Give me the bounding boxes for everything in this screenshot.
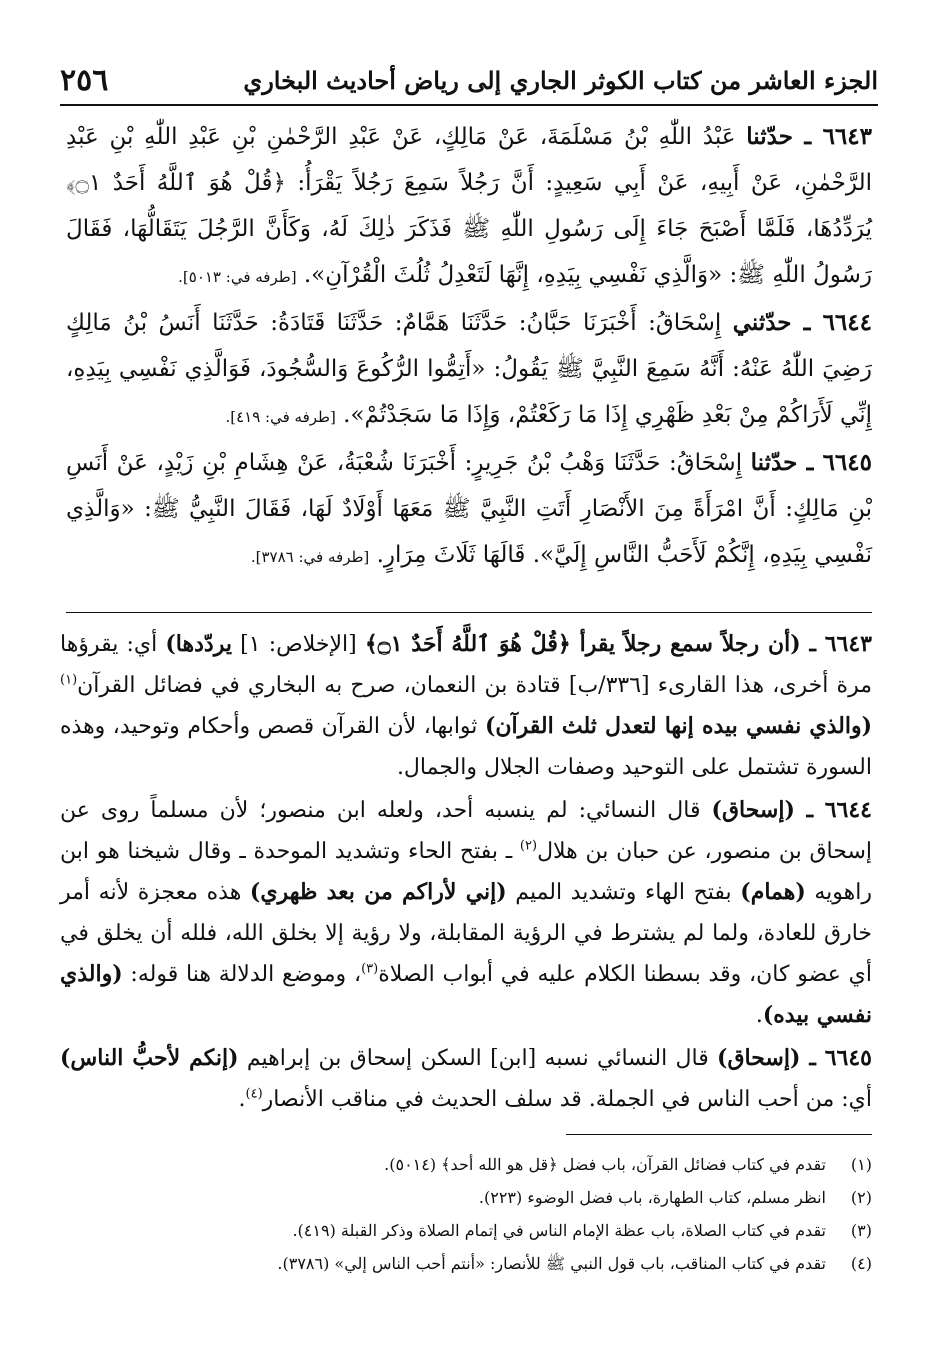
commentary-6643 xyxy=(60,624,872,788)
footnote-marker: (٢) xyxy=(519,838,538,854)
footnote-item xyxy=(60,1148,872,1181)
hadith-body: إِسْحَاقُ: أَخْبَرَنَا حَبَّانُ: حَدَّثَنَا هَمَّامٌ: حَدَّثَنَا قَتَادَةُ: حَدَّثَنَا أَنَسُ بْنُ مَالِكٍ رَضِيَ اللّٰهُ عَنْهُ: أَنَّهُ سَمِعَ النَّبِيَّ ﷺ يَقُولُ: «أَتِمُّوا الرُّكُوعَ وَالسُّجُودَ، فَوَالَّذِي نَفْسِي بِيَدِهِ، إِنِّي لَأَرَاكُمْ مِنْ بَعْدِ ظَهْرِي إِذَا مَا رَكَعْتُمْ، وَإِذَا مَا سَجَدْتُمْ». xyxy=(66,310,872,428)
commentary-6645 xyxy=(60,1038,872,1120)
commentary-bold-text: يردّدها) xyxy=(165,631,232,657)
footnote-number: (١) xyxy=(850,1155,872,1174)
section-divider xyxy=(66,612,872,613)
footnote-marker: (٣) xyxy=(361,961,379,977)
footnote-number: (٣) xyxy=(850,1221,872,1240)
page-number: ٢٥٦ xyxy=(60,62,109,98)
footnote-text: انظر مسلم، كتاب الطهارة، باب فضل الوضوء (٢٢٣). xyxy=(478,1188,826,1207)
footnote-item xyxy=(60,1181,872,1214)
hadith-cross-reference: [طرفه في: ٤١٩]. xyxy=(225,408,336,426)
commentary-text: قال النسائي: لم ينسبه أحد، ولعله ابن منصور؛ لأن مسلماً روى عن إسحاق بن منصور، عن حبان بن هلال xyxy=(60,798,872,864)
commentary-bold-text: (إني لأراكم من بعد ظهري) xyxy=(249,879,507,905)
footnote-number: (٤) xyxy=(850,1254,872,1273)
commentary-bold-text: (إنكم لأحبُّ الناس) xyxy=(60,1045,239,1071)
hadith-number: ٦٦٤٣ ـ حدّثنا xyxy=(746,123,872,150)
commentary-block xyxy=(60,624,872,1122)
commentary-heading: ٦٦٤٥ ـ (إسحاق) xyxy=(717,1045,872,1071)
commentary-bold-text: (والذي نفسي بيده إنها لتعدل ثلث القرآن) xyxy=(484,713,872,739)
footnote-marker: (١) xyxy=(60,672,78,688)
running-title: الجزء العاشر من كتاب الكوثر الجاري إلى رياض أحاديث البخاري xyxy=(243,65,878,95)
commentary-text: أي: يقرؤها مرة أخرى، هذا القارىء [٣٣٦/ب] قتادة بن النعمان، صرح به البخاري في فضائل القرآن xyxy=(60,632,872,698)
commentary-text: . xyxy=(755,1003,763,1028)
hadith-number: ٦٦٤٥ ـ حدّثنا xyxy=(750,449,872,476)
footnote-text: تقدم في كتاب فضائل القرآن، باب فضل ﴿قل هو الله أحد﴾ (٥٠١٤). xyxy=(384,1155,826,1174)
footnote-text: تقدم في كتاب الصلاة، باب عظة الإمام الناس في إتمام الصلاة وذكر القبلة (٤١٩). xyxy=(292,1221,826,1240)
footnote-number: (٢) xyxy=(850,1188,872,1207)
footnote-marker: (٤) xyxy=(245,1086,263,1102)
hadith-cross-reference: [طرفه في: ٣٧٨٦]. xyxy=(250,548,370,566)
hadith-body: عَبْدُ اللّٰهِ بْنُ مَسْلَمَةَ، عَنْ مَالِكٍ، عَنْ عَبْدِ الرَّحْمٰنِ بْنِ عَبْدِ اللّٰهِ بْنِ عَبْدِ الرَّحْمٰنِ، عَنْ أَبِيهِ، عَنْ أَبِي سَعِيدٍ: أَنَّ رَجُلاً سَمِعَ رَجُلاً يَقْرَأُ: ﴿قُلْ هُوَ ٱللَّهُ أَحَدٌ ۝١﴾ يُرَدِّدُهَا، فَلَمَّا أَصْبَحَ جَاءَ إِلَى رَسُولِ اللّٰهِ ﷺ فَذَكَرَ ذٰلِكَ لَهُ، وَكَأَنَّ الرَّجُلَ يَتَقَالُّهَا، فَقَالَ رَسُولُ اللّٰهِ ﷺ: «وَالَّذِي نَفْسِي بِيَدِهِ، إِنَّهَا لَتَعْدِلُ ثُلُثَ الْقُرْآنِ». xyxy=(66,124,872,288)
commentary-heading: ٦٦٤٣ ـ (أن رجلاً سمع رجلاً يقرأ ﴿قُلْ هُوَ ٱللَّهُ أَحَدٌ ۝١﴾ xyxy=(364,631,872,657)
commentary-bold-text: (والذي نفسي بيده) xyxy=(60,961,872,1028)
hadith-6645 xyxy=(66,440,872,580)
hadith-cross-reference: [طرفه في: ٥٠١٣]. xyxy=(178,268,297,286)
commentary-bold-text: (همام) xyxy=(740,879,806,905)
footnote-divider xyxy=(566,1134,872,1135)
commentary-text: ، وموضع الدلالة هنا قوله: xyxy=(122,962,362,987)
commentary-text: [الإخلاص: ١] xyxy=(231,632,365,657)
commentary-text: هذه معجزة لأنه أمر خارق للعادة، ولما لم يشترط في الرؤية المقابلة، ولا رؤية إلا بخلق الله، فلله أن يخلق في أي عضو كان، وقد بسطنا الكلام عليه في أبواب الصلاة xyxy=(60,880,872,987)
commentary-text: ـ بفتح الحاء وتشديد الموحدة ـ وقال شيخنا هو ابن راهويه xyxy=(60,839,873,905)
footnotes xyxy=(60,1148,872,1280)
page-header xyxy=(60,56,878,106)
hadith-text-block xyxy=(66,114,872,580)
footnote-item xyxy=(60,1247,872,1280)
commentary-text: أي: من أحب الناس في الجملة. قد سلف الحديث في مناقب الأنصار xyxy=(262,1087,872,1112)
commentary-6644 xyxy=(60,790,872,1036)
hadith-number: ٦٦٤٤ ـ حدّثني xyxy=(732,309,872,336)
commentary-text: ثوابها، لأن القرآن قصص وأحكام وتوحيد، وهذه السورة تشتمل على التوحيد وصفات الجلال والجمال. xyxy=(60,714,872,780)
commentary-text: . xyxy=(238,1087,246,1112)
commentary-text: قال النسائي نسبه [ابن] السكن إسحاق بن إبراهيم xyxy=(238,1046,718,1071)
commentary-heading: ٦٦٤٤ ـ (إسحاق) xyxy=(711,797,872,823)
footnote-text: تقدم في كتاب المناقب، باب قول النبي ﷺ للأنصار: «أنتم أحب الناس إلي» (٣٧٨٦). xyxy=(277,1254,826,1273)
hadith-body: إِسْحَاقُ: حَدَّثَنَا وَهْبُ بْنُ جَرِيرٍ: أَخْبَرَنَا شُعْبَةُ، عَنْ هِشَامِ بْنِ زَيْدٍ، عَنْ أَنَسِ بْنِ مَالِكٍ: أَنَّ امْرَأَةً مِنَ الأَنْصَارِ أَتَتِ النَّبِيَّ ﷺ مَعَهَا أَوْلَادٌ لَهَا، فَقَالَ النَّبِيُّ ﷺ: «وَالَّذِي نَفْسِي بِيَدِهِ، إِنَّكُمْ لَأَحَبُّ النَّاسِ إِلَيَّ». قَالَهَا ثَلَاثَ مِرَارٍ. xyxy=(66,450,872,568)
footnote-item xyxy=(60,1214,872,1247)
commentary-text: بفتح الهاء وتشديد الميم xyxy=(506,880,741,905)
hadith-6644 xyxy=(66,300,872,440)
hadith-6643 xyxy=(66,114,872,300)
